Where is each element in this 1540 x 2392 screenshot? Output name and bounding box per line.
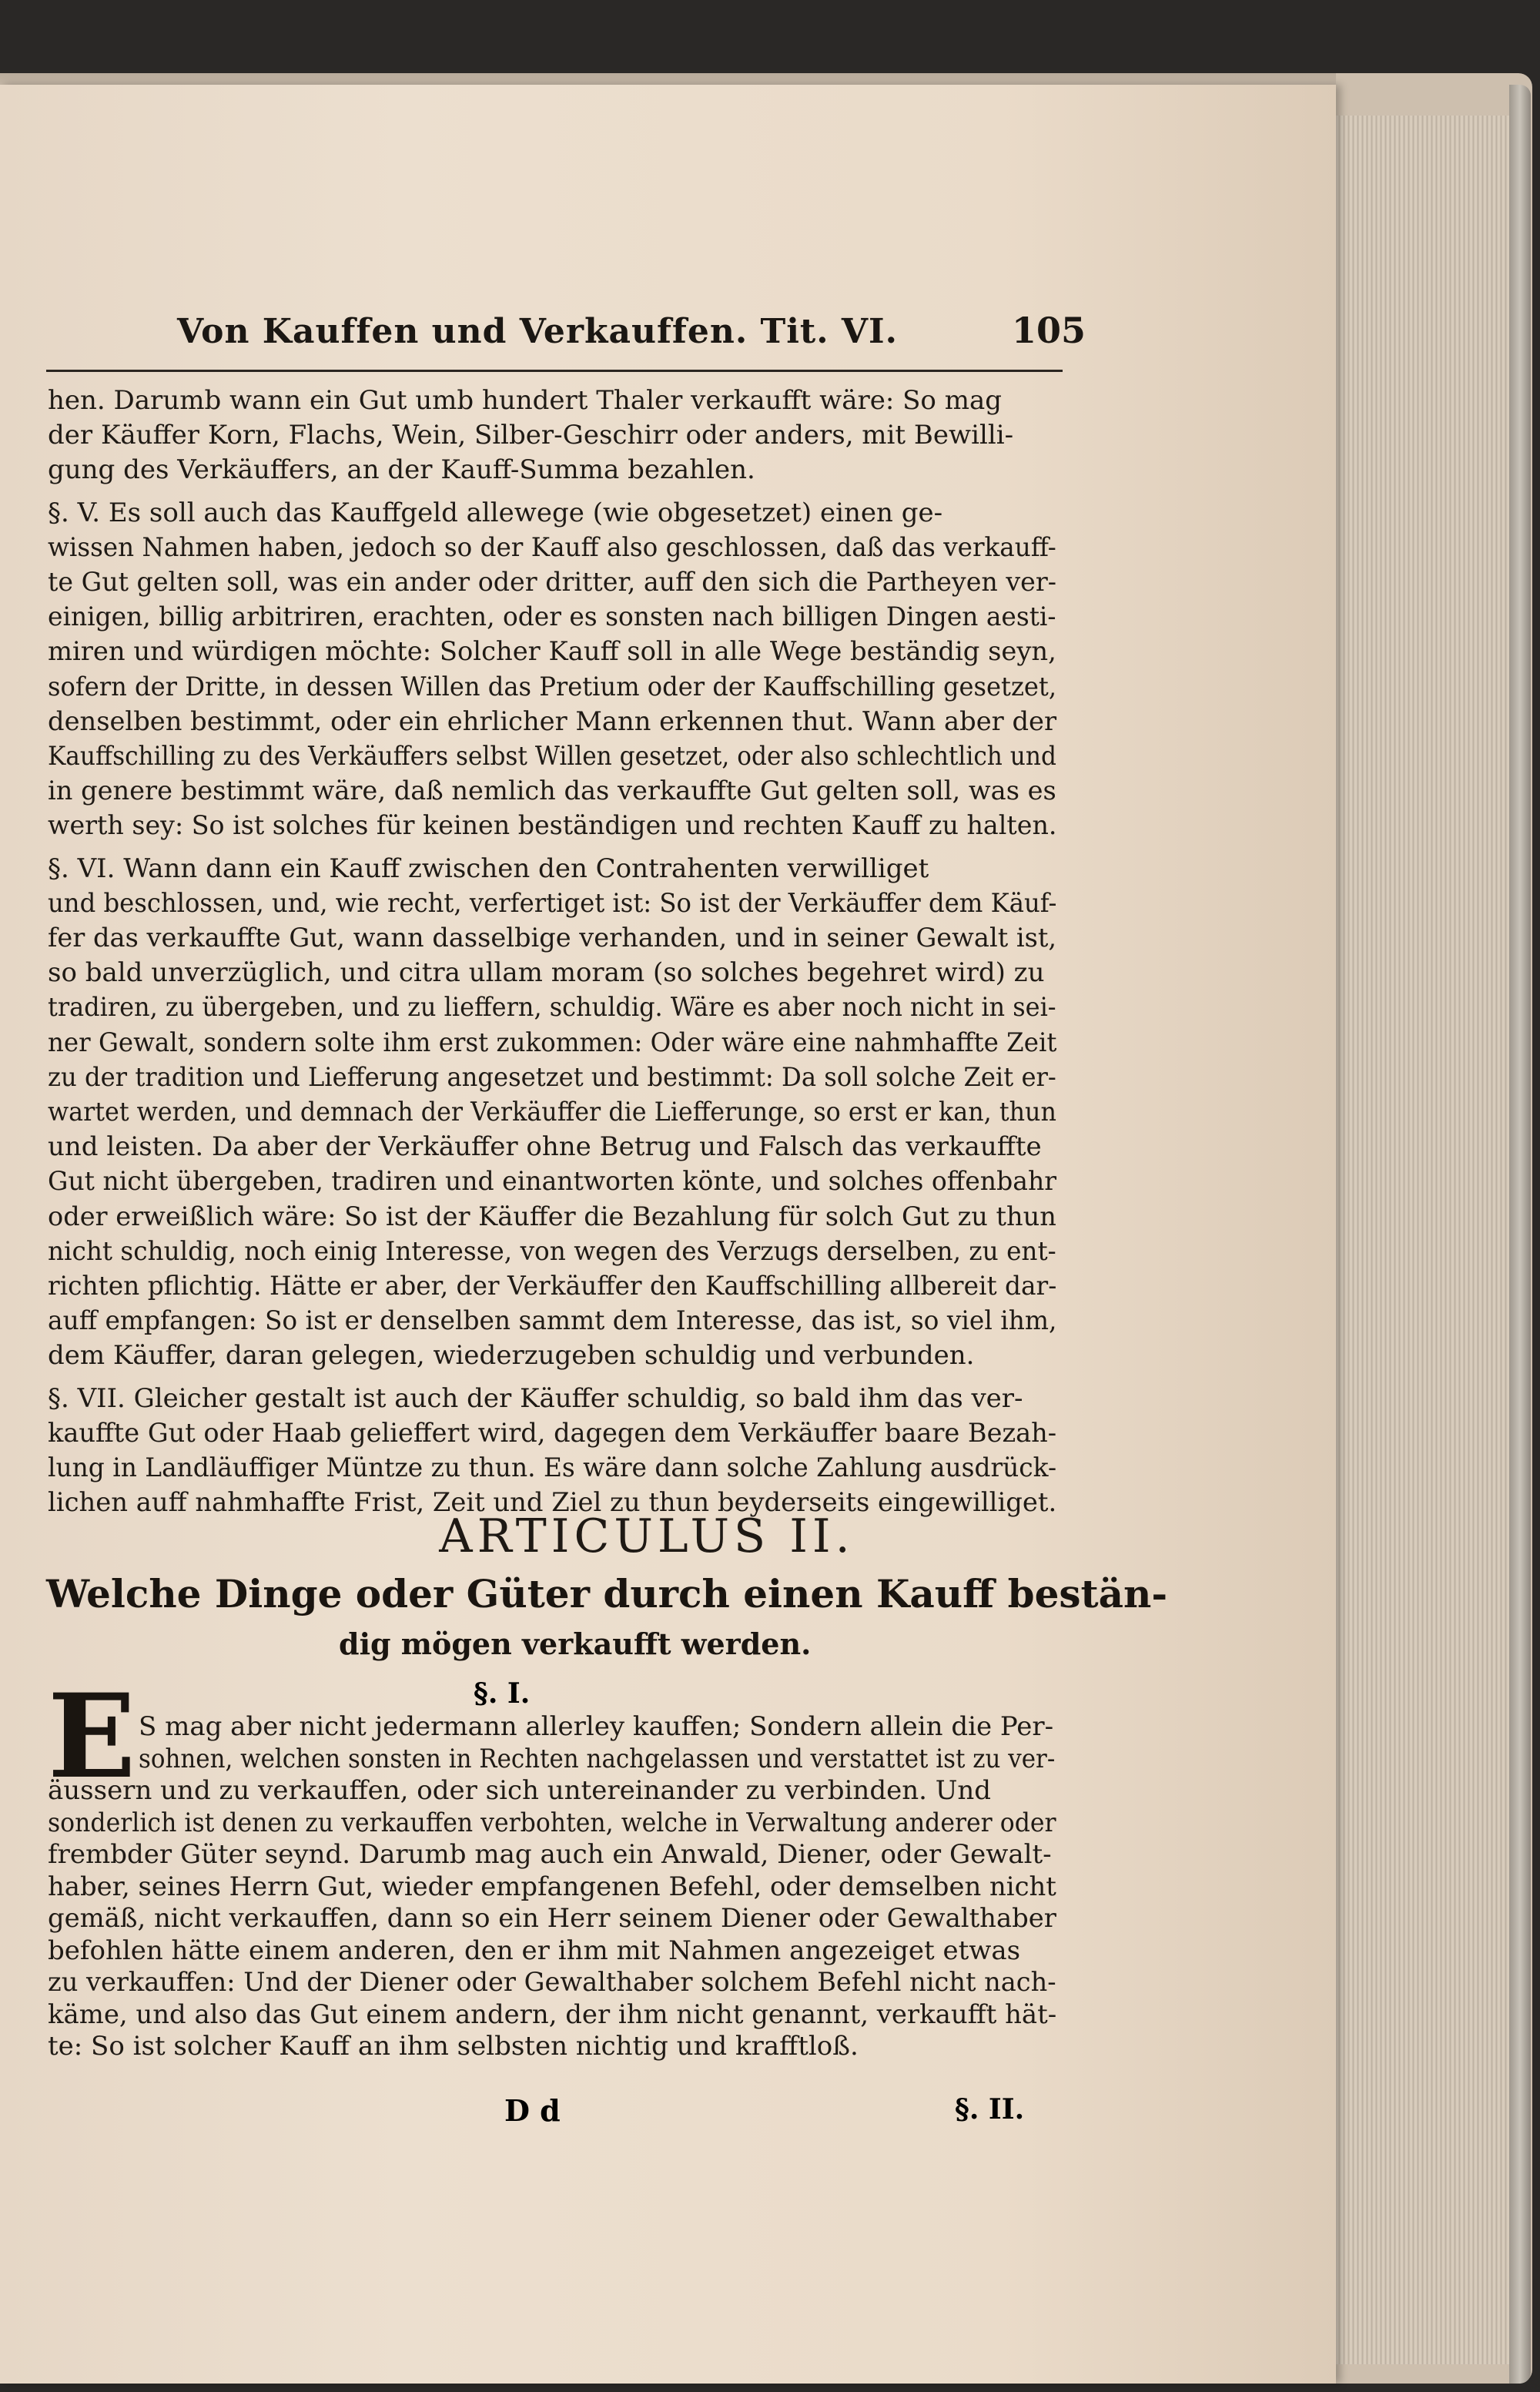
article-text-line: te: So ist solcher Kauff an ihm selbsten nichtig und krafftloß. <box>48 2031 859 2062</box>
article-heading: ARTICULUS II. <box>439 1509 855 1563</box>
text-line: §. VII. Gleicher gestalt ist auch der Käuffer schuldig, so bald ihm das ver- <box>48 1382 1023 1414</box>
text-line: kauffte Gut oder Haab gelieffert wird, dagegen dem Verkäuffer baare Bezah- <box>48 1417 1057 1449</box>
article-text-line: haber, seines Herrn Gut, wieder empfangenen Befehl, oder demselben nicht <box>48 1871 1056 1902</box>
running-head <box>177 310 1086 363</box>
text-line: te Gut gelten soll, was ein ander oder dritter, auff den sich die Partheyen ver- <box>48 567 1056 598</box>
article-text-line: sonderlich ist denen zu verkauffen verbohten, welche in Verwaltung anderer oder <box>48 1807 1056 1838</box>
text-line: oder erweißlich wäre: So ist der Käuffer die Bezahlung für solch Gut zu thun <box>48 1201 1056 1232</box>
paragraph-number: §. I. <box>474 1677 531 1710</box>
text-line: lung in Landläuffiger Müntze zu thun. Es wäre dann solche Zahlung ausdrück- <box>48 1452 1057 1483</box>
book-cover-edge <box>1509 85 1531 2384</box>
text-line: auff empfangen: So ist er denselben sammt dem Interesse, das ist, so viel ihm, <box>48 1305 1057 1337</box>
text-line: dem Käuffer, daran gelegen, wiederzugeben schuldig und verbunden. <box>48 1340 975 1372</box>
article-text-line: frembder Güter seynd. Darumb mag auch ein Anwald, Diener, oder Gewalt- <box>48 1839 1052 1870</box>
text-line: so bald unverzüglich, und citra ullam moram (so solches begehret wird) zu <box>48 957 1045 989</box>
text-line: lichen auff nahmhaffte Frist, Zeit und Ziel zu thun beyderseits eingewilliget. <box>48 1487 1057 1519</box>
signature-mark: D d <box>504 2093 561 2128</box>
article-subtitle-line-1: Welche Dinge oder Güter durch einen Kauff bestän- <box>46 1571 1168 1616</box>
article-subtitle-line-2: dig mögen verkaufft werden. <box>339 1626 812 1661</box>
catchword: §. II. <box>955 2093 1025 2126</box>
decorated-initial: E <box>48 1669 136 1804</box>
article-text-line: gemäß, nicht verkauffen, dann so ein Herr seinem Diener oder Gewalthaber <box>48 1903 1056 1934</box>
article-text-line: S mag aber nicht jedermann allerley kauffen; Sondern allein die Per- <box>139 1711 1054 1742</box>
text-line: wissen Nahmen haben, jedoch so der Kauff also geschlossen, daß das verkauff- <box>48 531 1056 563</box>
text-line: richten pflichtig. Hätte er aber, der Verkäuffer den Kauffschilling allbereit dar- <box>48 1271 1057 1302</box>
text-line: nicht schuldig, noch einig Interesse, von wegen des Verzugs derselben, zu ent- <box>48 1235 1056 1267</box>
page-number: 105 <box>1011 310 1086 351</box>
text-line: wartet werden, und demnach der Verkäuffer die Liefferunge, so erst er kan, thun <box>48 1097 1056 1127</box>
article-text-line: zu verkauffen: Und der Diener oder Gewalthaber solchem Befehl nicht nach- <box>48 1967 1056 1998</box>
header-rule <box>46 370 1063 372</box>
text-line: §. VI. Wann dann ein Kauff zwischen den Contrahenten verwilliget <box>48 853 929 884</box>
article-text-line: befohlen hätte einem anderen, den er ihm mit Nahmen angezeiget etwas <box>48 1935 1021 1966</box>
text-line: denselben bestimmt, oder ein ehrlicher Mann erkennen thut. Wann aber der <box>48 705 1057 737</box>
article-text-line: äussern und zu verkauffen, oder sich untereinander zu verbinden. Und <box>48 1775 992 1806</box>
text-line: tradiren, zu übergeben, und zu lieffern, schuldig. Wäre es aber noch nicht in sei- <box>48 992 1056 1023</box>
text-line: Kauffschilling zu des Verkäuffers selbst Willen gesetzet, oder also schlechtlich und <box>48 741 1056 772</box>
text-line: miren und würdigen möchte: Solcher Kauff soll in alle Wege beständig seyn, <box>48 636 1056 668</box>
text-line: Gut nicht übergeben, tradiren und einantworten könte, und solches offenbahr <box>48 1166 1057 1198</box>
text-line: einigen, billig arbitriren, erachten, oder es sonsten nach billigen Dingen aesti- <box>48 601 1056 633</box>
article-text-line: sohnen, welchen sonsten in Rechten nachgelassen und verstattet ist zu ver- <box>139 1743 1056 1774</box>
running-title: Von Kauffen und Verkauffen. Tit. VI. <box>177 312 898 351</box>
text-line: §. V. Es soll auch das Kauffgeld allewege (wie obgesetzet) einen ge- <box>48 497 943 528</box>
text-line: fer das verkauffte Gut, wann dasselbige verhanden, und in seiner Gewalt ist, <box>48 923 1057 953</box>
text-line: werth sey: So ist solches für keinen beständigen und rechten Kauff zu halten. <box>48 810 1057 842</box>
page-fore-edge <box>1336 116 1522 2364</box>
text-line: der Käuffer Korn, Flachs, Wein, Silber-Geschirr oder anders, mit Bewilli- <box>48 420 1014 451</box>
text-line: und beschlossen, und, wie recht, verfertiget ist: So ist der Verkäuffer dem Käuf- <box>48 887 1057 919</box>
text-line: und leisten. Da aber der Verkäuffer ohne Betrug und Falsch das verkauffte <box>48 1131 1042 1163</box>
text-line: ner Gewalt, sondern solte ihm erst zukommen: Oder wäre eine nahmhaffte Zeit <box>48 1027 1057 1058</box>
text-line: hen. Darumb wann ein Gut umb hundert Thaler verkaufft wäre: So mag <box>48 385 1002 416</box>
text-line: gung des Verkäuffers, an der Kauff-Summa bezahlen. <box>48 454 755 486</box>
text-line: sofern der Dritte, in dessen Willen das Pretium oder der Kauffschilling gesetzet, <box>48 671 1057 702</box>
text-line: in genere bestimmt wäre, daß nemlich das verkauffte Gut gelten soll, was es <box>48 776 1056 807</box>
article-text-line: käme, und also das Gut einem andern, der ihm nicht genannt, verkaufft hät- <box>48 1998 1057 2030</box>
text-line: zu der tradition und Liefferung angesetzet und bestimmt: Da soll solche Zeit er- <box>48 1061 1056 1093</box>
